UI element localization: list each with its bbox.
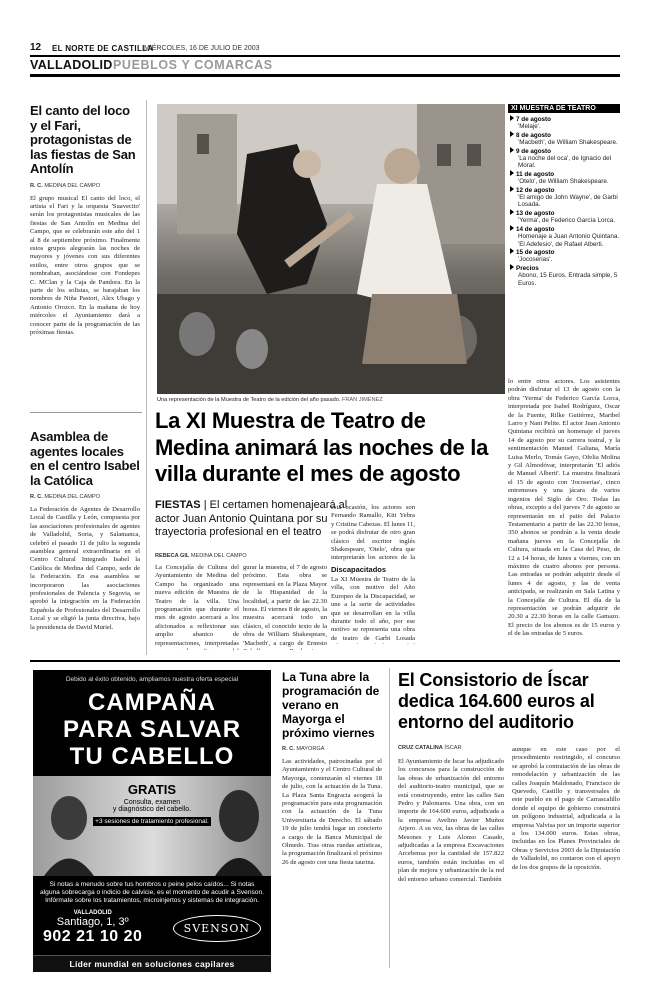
deck-tag: FIESTAS <box>155 499 201 511</box>
schedule-title: XI MUESTRA DE TEATRO <box>508 104 620 113</box>
main-body-col2: gurar la muestra, el 7 de agosto próximo. Esta obra se representará en la Plaza Mayor de la Hispanidad de la localidad, a partir de las 22.30 horas. El viernes 8 de agosto, la muestra acercará todo un clásico, el conocido texto de la obra de William Shakespeare, 'Macbeth', a cargo de Ernesto <box>243 564 327 647</box>
article-asamblea <box>30 430 140 654</box>
header-rule <box>30 55 620 57</box>
bullet-icon <box>510 209 514 215</box>
ad-city: VALLADOLID <box>73 910 112 916</box>
tuna-body: Las actividades, patrocinadas por el Ayuntamiento y el Centro Cultural de Mayorga, comenzarán el viernes 18 de julio, con la actuación de la Tuna. La Plaza Santa Engracia acogerá la programación para esta programación con la actuación de la Tuna Universitaria de Derecho. El sábado 19 de julio tendrá lugar un concierto a cargo de la Banca Municipal de Olmedo. Tras otras ruedas artísticas, la programación finalizará el próximo 26 de agosto con una fiesta taurina. <box>282 758 382 866</box>
bullet-icon <box>510 248 514 254</box>
iscar-headline: El Consistorio de Íscar dedica 164.600 euros al entorno del auditorio <box>398 670 595 732</box>
schedule-item: 7 de agosto 'Melaje'. <box>510 115 620 131</box>
iscar-body-col1: El Ayuntamiento de Íscar ha adjudicado los concursos para la construcción de las obras de urbanización del entorno del auditorio-teatro municipal, que se está construyendo, entre las calles San Pedro y Palomares. Una obra, con un importe de 164.600 euros, adjudicada a la empresa Avelino Javier Muñoz Arjero. A su vez, las obras de las calles Mesones y Luis Alonso Casado, adjudicadas a la empresa Excavaciones Arcebensa por la cantidad de 157.822 euros, también están incluidas en el plan de mejora y urbanización de la red del entorno urbano comercial. También <box>398 758 504 883</box>
bullet-icon <box>510 264 514 270</box>
iscar-byline <box>398 745 462 751</box>
ad-body: Si notas a menudo sobre tus hombros o peine pelos caídos... Si notas alguna sobrecarga o indicio de calvicie, es el momento de acudir a Svenson. Infórmate sobre los tratamientos, microinjertos y sistemas de integración. <box>40 881 264 904</box>
ad-headline-2: PARA SALVAR <box>62 716 242 743</box>
schedule-list <box>508 113 620 287</box>
main-headline: La XI Muestra de Teatro de Medina animará las noches de la villa durante el mes de agosto <box>155 408 489 486</box>
loco-byline-author: R. C. <box>30 182 43 189</box>
ad-headline-3: TU CABELLO <box>69 743 235 770</box>
man-portrait-icon <box>39 786 99 876</box>
bullet-icon <box>510 147 514 153</box>
schedule-item: 15 de agosto 'Jocoserias'. <box>510 248 620 264</box>
newspaper-name: EL NORTE DE CASTILLA <box>52 44 154 53</box>
asamblea-byline <box>30 494 140 500</box>
schedule-box <box>508 104 620 287</box>
page-number: 12 <box>30 42 42 53</box>
ad-gratis-line2: y diagnóstico del cabello. <box>112 806 192 813</box>
issue-date: MIÉRCOLES, 16 DE JULIO DE 2003 <box>144 45 260 52</box>
article-loco <box>30 104 140 411</box>
schedule-item: 8 de agosto 'Macbeth', de William Shakespeare. <box>510 131 620 147</box>
schedule-item: 11 de agosto 'Otelo', de William Shakespeare. <box>510 170 620 186</box>
schedule-item: 14 de agosto Homenaje a Juan Antonio Quintana. 'El Adefesio', de Rafael Alberti. <box>510 225 620 248</box>
bullet-icon <box>510 131 514 137</box>
tuna-headline: La Tuna abre la programación de verano en Mayorga el próximo viernes <box>282 670 380 740</box>
bullet-icon <box>510 225 514 231</box>
schedule-item: 13 de agosto 'Yerma', de Federico García Lorca. <box>510 209 620 225</box>
column-divider <box>389 668 390 968</box>
bullet-icon <box>510 170 514 176</box>
ad-topline: Debido al éxito obtenido, ampliamos nuestra oferta especial <box>65 676 239 683</box>
main-body-col4: lo entre otros actores. Los asistentes podrán disfrutar el 13 de agosto con la obra 'Yerma' de Federico García Lorca, interpretada por Isabel Rodríguez, Oscar de la Fuente, Rilke Gutiérrez, Maribel Larro y Nani Pelite. El actor Juan Antonio Quintana recibirá un homenaje el jueves 14 de agosto por su carrera teatral, y la sentimentación Manuel Galiana, María Luisa Merlo, Tomás Gayo, Ofelia Molina y Gil Almodóvar, interpretarán 'El adiós de Manuel Alberti'. La muestra finalizará el 15 de agosto con 'Jocoserias', cinco entremeses y una jácara de varios ingenios del Siglo de Oro. Todas las obras, excepto a del jueves 7 de agosto se representarán en el patio del Palacio Testamentario a partir de las 22.30 horas, 350 abonos se pondrán a la venta desde mañana jueves en la Concejalía de Cultura, situada en la Casa del Peso, de 12 a 14 horas, de lunes a viernes, con un máximo de cuatro abonos por persona. Las entradas se podrán adquirir desde el lunes 4 de agosto, y las de venta anticipada, se realizarán en Sala Latina y la Concejalía de Cultura. El día de la representación se podrán adquirir de 20.30 a 22.30 horas en la calle Gamazo. El precio de los abonos es de 15 euros y el de las entradas de 5 euros. <box>508 378 620 638</box>
loco-body: El grupo musical El canto del loco, el artista el Fari y la orquesta 'Suavecito' serán los protagonistas musicales de las fiestas de San Antolín en Medina del Campo, que se celebrarán este año del 1 al 8 de septiembre próximo. Finalmente estos grupos alegrarán las noches de mayores y jóvenes con sus diferentes estilos, entre otros grupos que se nombraban, asociándose con Fondepes C. MClan y la Caja de Pandora. En la parte de los solistas, se barajaban los nombres de Niña Pastori, Alex Ubago y Antonio Orozco. En la mañana de hoy miércoles el Ayuntamiento dará a conocer parte de la programación de las próximas fiestas. <box>30 194 140 336</box>
ad-address: Santiago, 1, 3º <box>56 916 129 928</box>
subsection-title: PUEBLOS Y COMARCAS <box>113 58 273 72</box>
section-title: VALLADOLID <box>30 58 113 72</box>
ad-phone: 902 21 10 20 <box>43 928 143 945</box>
loco-byline-place: MEDINA DEL CAMPO <box>44 182 101 189</box>
caption-credit: FRAN JIMÉNEZ <box>341 397 383 403</box>
theatre-photo <box>157 104 505 394</box>
iscar-body-col2: aunque en este caso por el procedimiento restringido, el concurso se aprobó la contratación de las obras de remodelación y urbanización de las calles Joaquín Maldonado, Francisco de Quevedo, Castillo y transversales de este pueblo en el pago de Carrascalillo donde el equipo de gobierno construirá un polígono industrial, adjudicada a la empresa Valvisa por un importe superior a los 134.000 euros. Estas obras, incluidas en los Planes Provinciales de Obras y Servicios 2003 de la Diputación de Valladolid, no contaron con el apoyo de los dos grupos de la oposición. <box>512 746 620 871</box>
ad-gratis: GRATIS <box>127 782 177 797</box>
section-rule <box>30 74 620 77</box>
ad-headline-1: CAMPAÑA <box>88 689 216 716</box>
loco-byline <box>30 183 140 189</box>
schedule-item: Precios Abono, 15 Euros. Entrada simple, 5 Euros. <box>510 264 620 287</box>
asamblea-byline-author: R. C. <box>30 494 43 500</box>
main-byline-place: MEDINA DEL CAMPO <box>190 553 247 559</box>
caption-text: Una representación de la Muestra de Teatro de la edición del año pasado. <box>157 397 341 403</box>
svenson-advertisement <box>33 670 271 972</box>
tuna-byline <box>282 746 382 752</box>
article-tuna <box>282 670 382 948</box>
main-deck: FIESTAS | El certamen homenajeará al actor Juan Antonio Quintana por su trayectoria profesional en el teatro <box>155 499 348 538</box>
ad-offer <box>93 782 211 826</box>
ad-address-block <box>43 910 142 946</box>
ad-contact <box>33 910 271 946</box>
subhead-discapacitados: Discapacitados <box>331 565 387 574</box>
loco-headline: El canto del loco y el Fari, protagonistas de las fiestas de San Antolín <box>30 103 136 176</box>
schedule-item: 12 de agosto 'El amigo de John Wayne', de Garbi Losada. <box>510 186 620 209</box>
ad-photo-band <box>33 776 271 876</box>
asamblea-body: La Federación de Agentes de Desarrollo Local de Castilla y León, compuesta por las asociaciones profesionales de agentes de Valladolid, Soria, y Salamanca, celebró el pasado 11 de julio la segunda asamblea general extraordinaria en el Centro Cultural Integrado Isabel la Católica de Medina del Campo, sede de la Federación. En esa asamblea se incorporaron las asociaciones profesionales de Palencia y Segovia, se aprobó la integración en la Federación Española de Profesionales del Desarrollo Local y se eligió la junta directiva, bajo la presidencia de David Muriel. <box>30 506 140 631</box>
main-body-col1: La Concejalía de Cultura del Ayuntamiento de Medina del Campo ha organizado una nueva edición de Muestra de Teatro de la villa. Una programación que durante el mes de agosto acercará a los aficionados a reflexionar sus amplio abanico de representaciones, interpretadas <box>155 564 239 647</box>
tuna-byline-author: R. C. <box>282 746 295 752</box>
column-divider <box>146 100 147 655</box>
asamblea-byline-place: MEDINA DEL CAMPO <box>44 494 101 500</box>
main-byline <box>155 553 247 559</box>
photo-caption <box>157 397 505 403</box>
bottom-rule <box>30 660 620 662</box>
iscar-byline-place: ÍSCAR <box>444 745 462 751</box>
main-byline-author: REBECA GIL <box>155 553 190 559</box>
asamblea-headline: Asamblea de agentes locales en el centro Isabel la Católica <box>30 429 140 488</box>
main-body-col3b: La XI Muestra de Teatro de la villa, con motivo del Año Europeo de la Discapacidad, se une a la serie de actividades que se desarrollan en la villa durante todo el año, por ese motivo se representa una obra de teatro de Garbi Losada <box>331 576 415 642</box>
ad-gratis-line1: Consulta, examen <box>123 799 181 806</box>
svenson-logo: SVENSON <box>173 915 261 942</box>
photo-illustration <box>157 104 505 394</box>
divider <box>30 412 142 413</box>
iscar-byline-author: CRUZ CATALINA <box>398 745 443 751</box>
ad-footer: Líder mundial en soluciones capilares <box>33 955 271 972</box>
deck-text: El certamen homenajeará al actor Juan Antonio Quintana por su trayectoria profesional en el teatro <box>155 499 348 538</box>
bullet-icon <box>510 186 514 192</box>
ad-gratis-line3: +3 sesiones de tratamiento profesional. <box>93 817 211 826</box>
schedule-item: 9 de agosto 'La noche del oca', de Ignacio del Moral. <box>510 147 620 170</box>
bullet-icon <box>510 115 514 121</box>
tuna-byline-place: MAYORGA <box>296 746 325 752</box>
main-body-col3 <box>331 504 415 644</box>
main-body-col3a: esta ocasión, los actores son Fernando Ramallo, Kiti Yebra y Cristina Cabezas. El lunes 11, se podrá disfrutar de otro gran clásico del escritor inglés Shakespeare, 'Otelo', obra que interpretarán los actores de la <box>331 504 415 562</box>
woman-portrait-icon <box>211 782 267 876</box>
